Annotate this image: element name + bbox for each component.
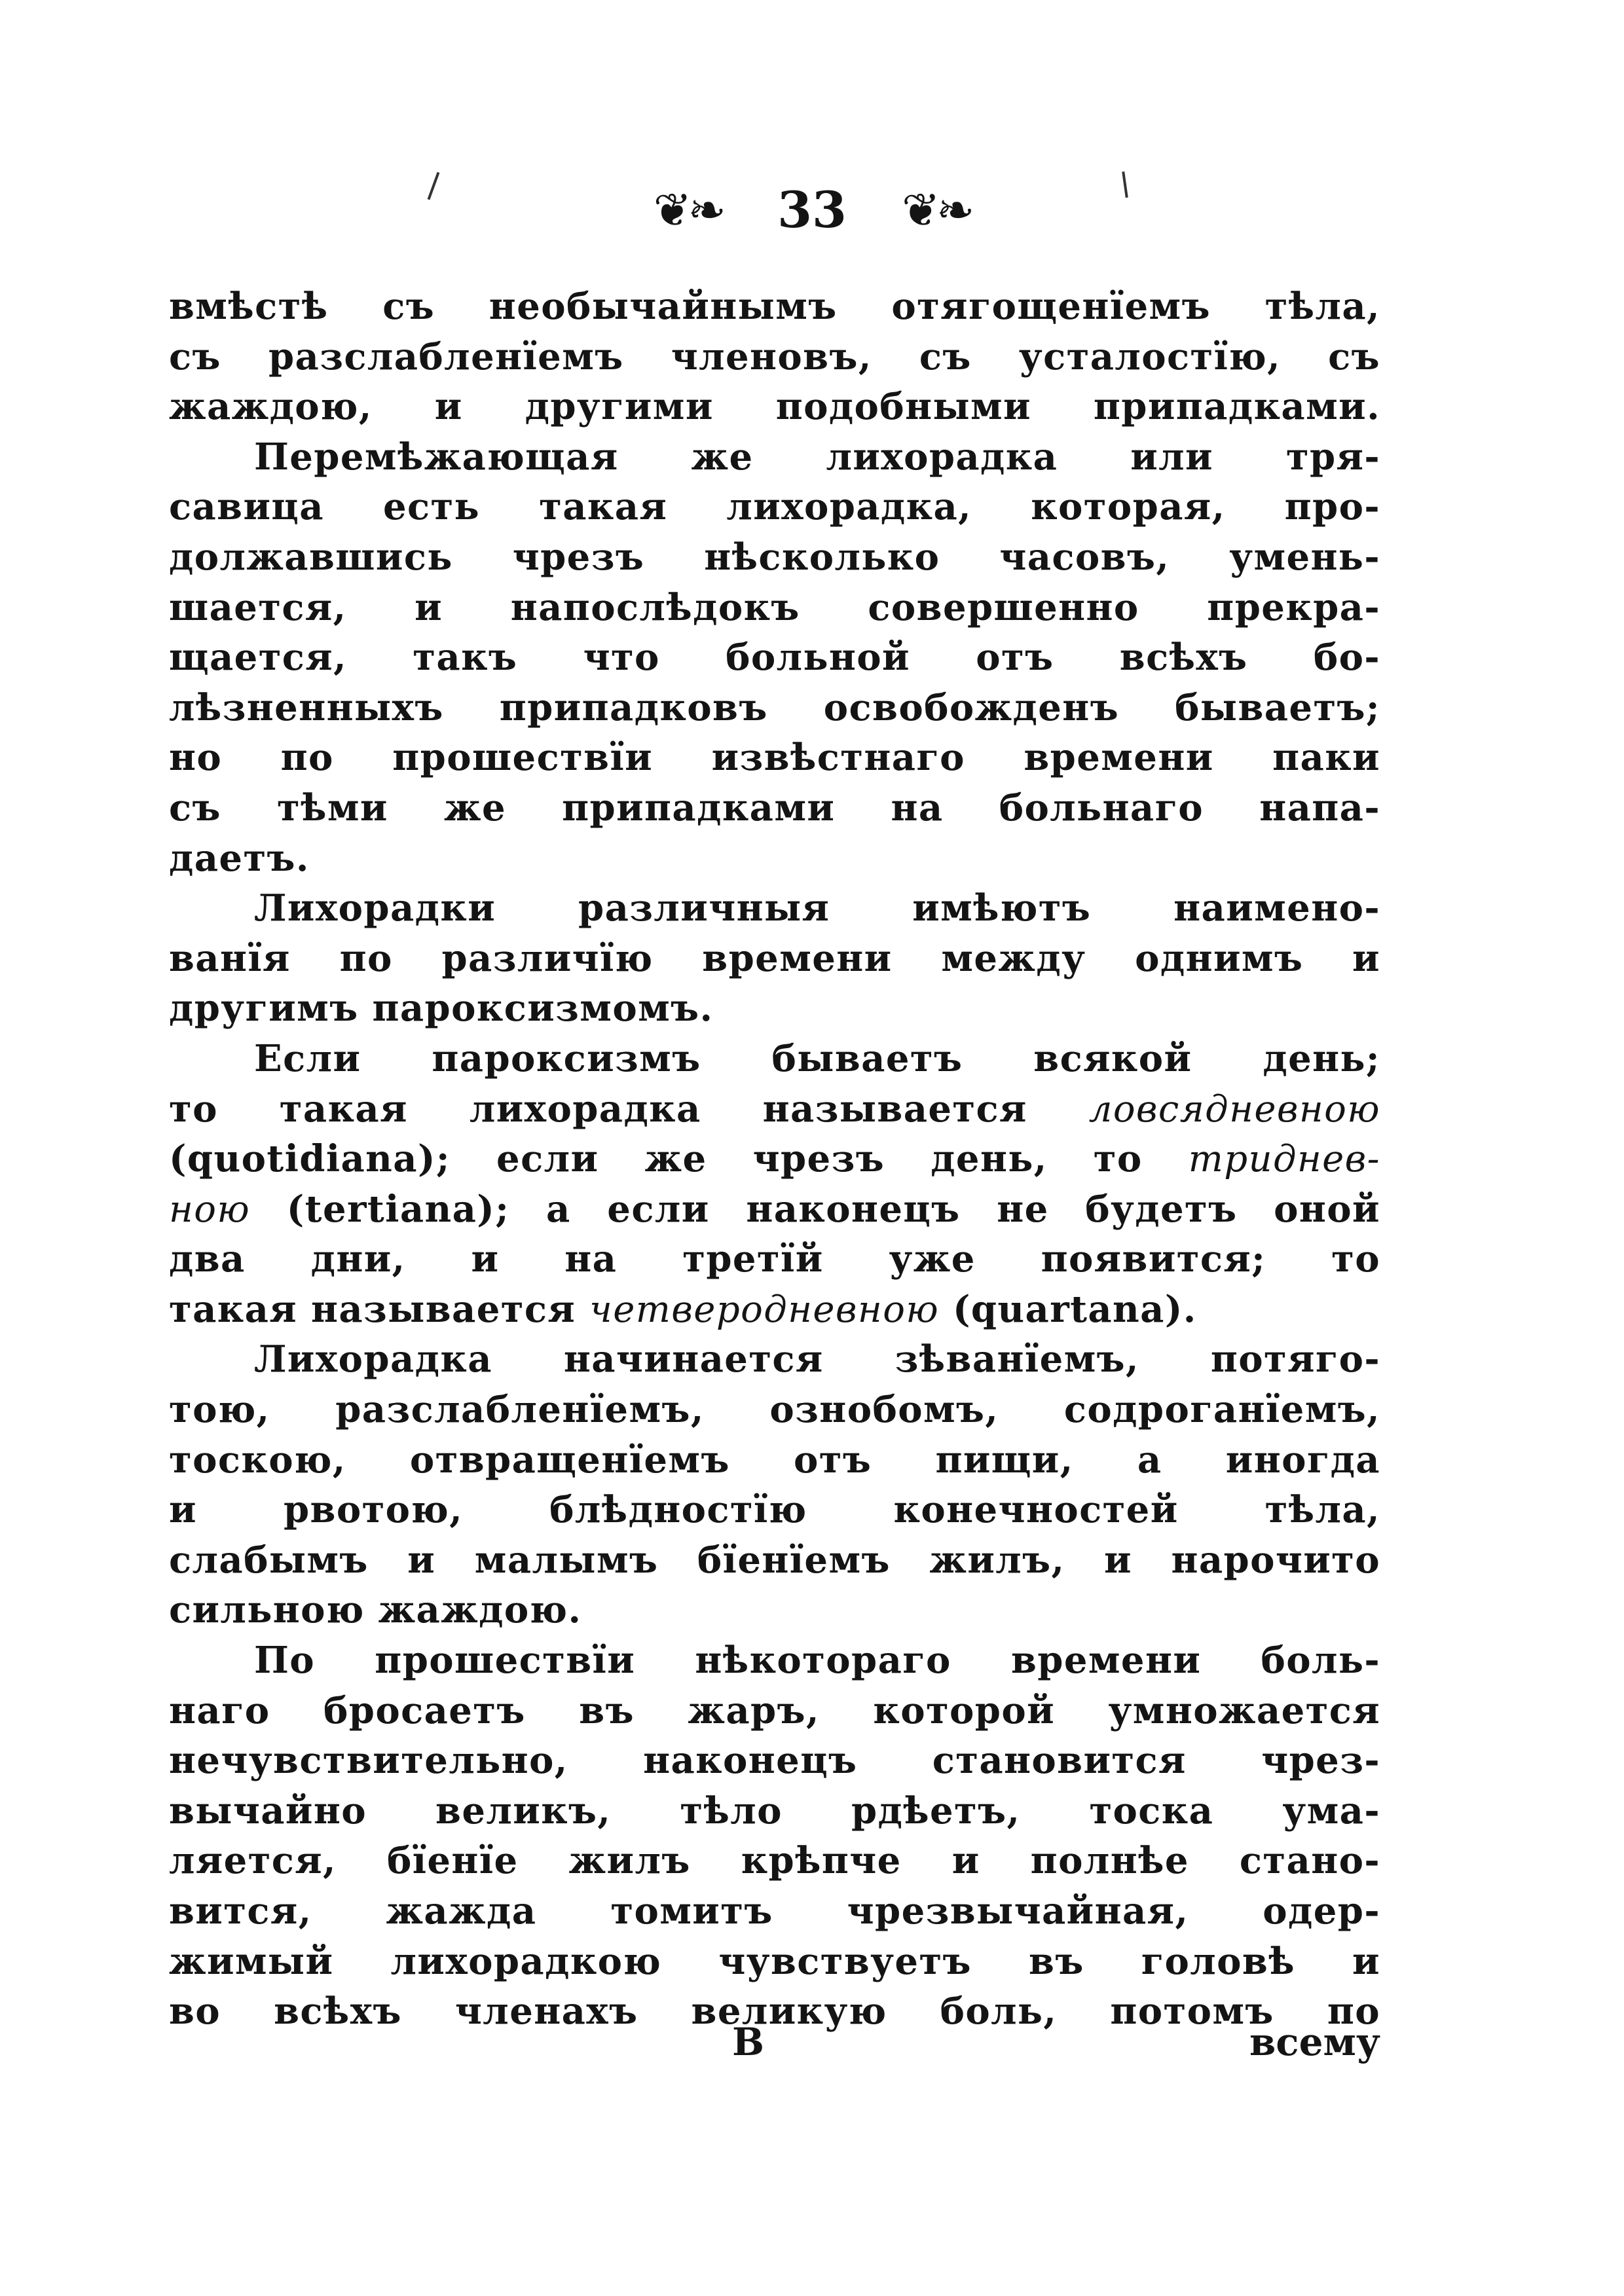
text-line [169,1084,1380,1135]
text-segment: то такая лихорадка называется [169,1087,1027,1131]
italic-term: четверодневною [589,1288,940,1331]
text-line: лѣзненныхъ припадковъ освобожденъ бываетъ; [169,685,1380,729]
text-line: ванїя по различїю времени между однимъ и [169,936,1380,980]
text-line: шается, и напослѣдокъ совершенно прекра- [169,585,1380,629]
text-line [169,1184,1380,1235]
text-line: жаждою, и другими подобными припадками. [169,385,1380,429]
paragraph-start-line: Если пароксизмъ бываетъ всякой день; [254,1036,1380,1080]
page-header [0,177,1624,240]
body-text [169,282,1380,2037]
italic-term: ною [169,1188,251,1231]
text-line [169,1134,1380,1184]
text-segment: (quotidiana); если же чрезъ день, то [169,1137,1143,1181]
italic-term: ловсядневною [1088,1087,1380,1131]
catchword: всему [1249,2020,1380,2064]
signature-mark: B [732,2020,765,2064]
page-footer [169,2020,1380,2072]
text-line: наго бросаетъ въ жаръ, которой умножается [169,1688,1380,1732]
text-line: но по прошествїи извѣстнаго времени паки [169,736,1380,780]
italic-term: триднев- [1188,1138,1380,1181]
text-line: вычайно великъ, тѣло рдѣетъ, тоска ума- [169,1789,1380,1832]
text-line: вится, жажда томитъ чрезвычайная, одер- [169,1889,1380,1933]
paragraph-start-line: По прошествїи нѣкотораго времени боль- [254,1639,1380,1683]
text-line: нечувствительно, наконецъ становится чрез- [169,1739,1380,1783]
text-line: жимый лихорадкою чувствуетъ въ головѣ и [169,1939,1380,1983]
text-line: слабымъ и малымъ бїенїемъ жилъ, и нарочито [169,1538,1380,1582]
text-line: съ разслабленїемъ членовъ, съ усталостїю, съ [169,335,1380,378]
paragraph-start-line: Лихорадки различныя имѣютъ наимено- [254,886,1380,930]
text-line: и рвотою, блѣдностїю конечностей тѣла, [169,1488,1380,1532]
text-line: ляется, бїенїе жилъ крѣпче и полнѣе стано- [169,1839,1380,1883]
text-line: тою, разслабленїемъ, ознобомъ, содроганїемъ, [169,1388,1380,1432]
text-segment: (quartana). [952,1287,1197,1331]
text-line: савица есть такая лихорадка, которая, про- [169,485,1380,529]
text-segment: такая называется [169,1287,576,1331]
text-line: съ тѣми же припадками на больнаго напа- [169,786,1380,829]
ornament-left-icon: ❦❧ [653,183,722,237]
text-line: щается, такъ что больной отъ всѣхъ бо- [169,636,1380,680]
page-number: 33 [777,181,847,239]
paragraph-start-line: Лихорадка начинается зѣванїемъ, потяго- [254,1338,1380,1381]
text-segment: (tertiana); а если наконецъ не будетъ оной [286,1187,1380,1231]
text-line: должавшись чрезъ нѣсколько часовъ, умень- [169,535,1380,579]
text-line: вмѣстѣ съ необычайнымъ отягощенїемъ тѣла, [169,285,1380,328]
text-line: во всѣхъ членахъ великую боль, потомъ по [169,1990,1380,2033]
text-line: два дни, и на третїй уже появится; то [169,1237,1380,1281]
text-line: сильною жаждою. [169,1588,582,1632]
ornament-right-icon: ❦❧ [902,183,971,237]
text-line: даетъ. [169,836,310,880]
text-line [169,1285,1380,1335]
text-line: другимъ пароксизмомъ. [169,987,714,1030]
paragraph-start-line: Перемѣжающая же лихорадка или тря- [254,435,1380,479]
text-line: тоскою, отвращенїемъ отъ пищи, а иногда [169,1438,1380,1482]
